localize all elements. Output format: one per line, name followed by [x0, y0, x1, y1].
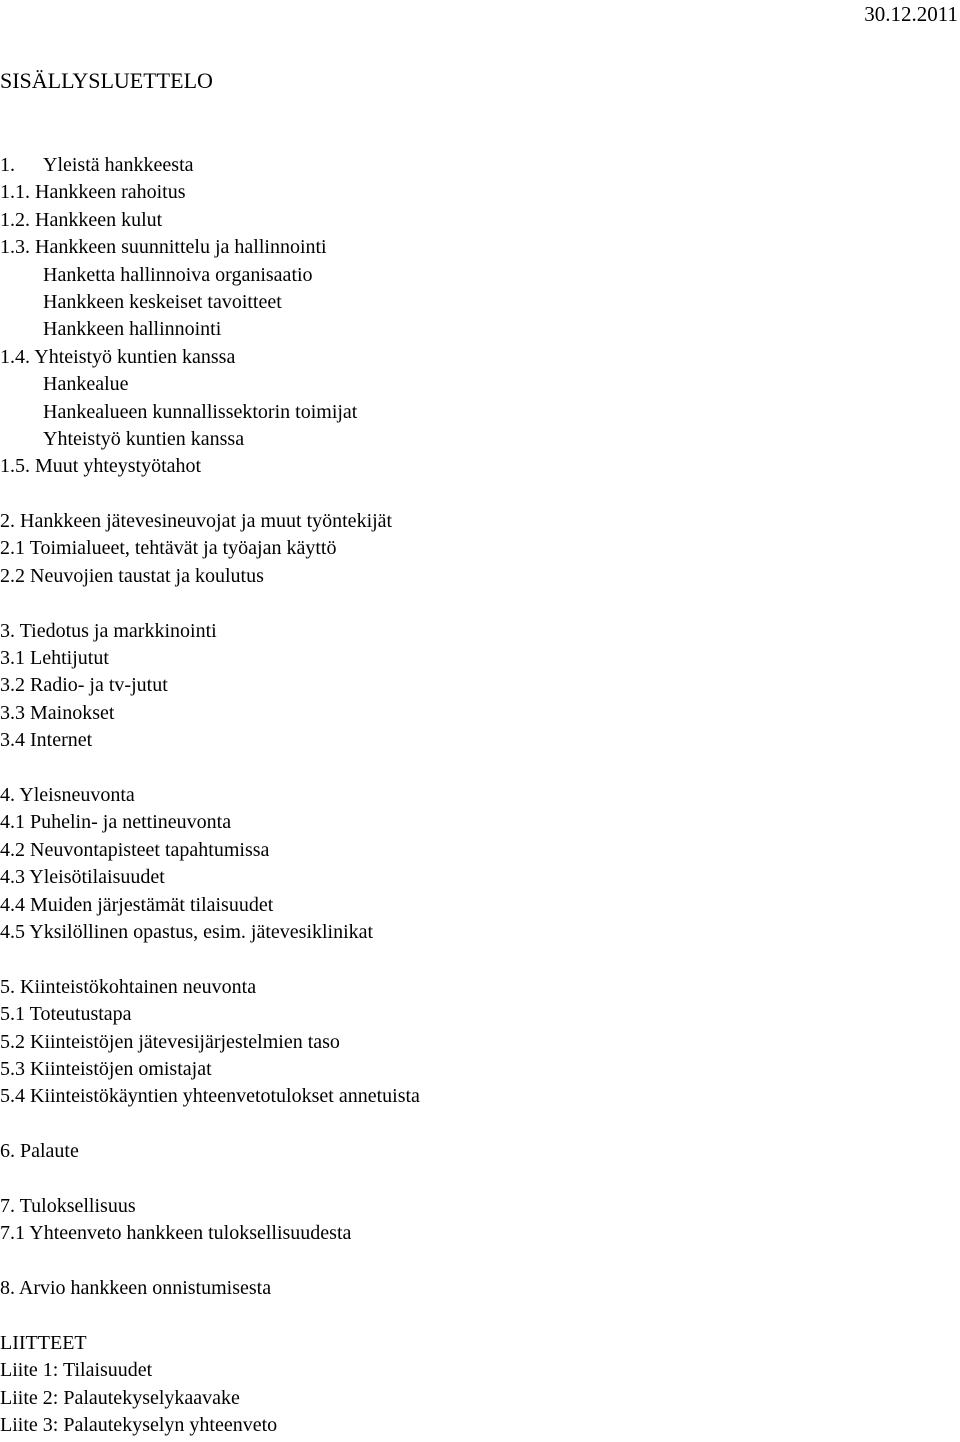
- toc-entry: 3.2 Radio- ja tv-jutut: [0, 674, 168, 697]
- toc-entry: 2.2 Neuvojien taustat ja koulutus: [0, 564, 264, 587]
- toc-entry: 2. Hankkeen jätevesineuvojat ja muut työntekijät: [0, 510, 393, 533]
- toc-subentry: Hankkeen hallinnointi: [43, 318, 222, 341]
- toc-subentry: Yhteistyö kuntien kanssa: [43, 427, 245, 450]
- toc-number: 1.: [0, 154, 15, 176]
- section-spacer: [0, 946, 940, 973]
- toc-subentry: Hankealueen kunnallissektorin toimijat: [43, 400, 358, 423]
- appendix-entry: Liite 1: Tilaisuudet: [0, 1359, 153, 1382]
- appendices-heading: LIITTEET: [0, 1331, 87, 1354]
- page-title: SISÄLLYSLUETTELO: [0, 68, 213, 93]
- toc-entry: 7.1 Yhteenveto hankkeen tuloksellisuudesta: [0, 1222, 352, 1245]
- toc-entry: 4.5 Yksilöllinen opastus, esim. jätevesiklinikat: [0, 920, 374, 943]
- toc-entry: 1.4. Yhteistyö kuntien kanssa: [0, 345, 236, 368]
- section-spacer: [0, 1248, 940, 1275]
- toc-entry: [0, 152, 940, 179]
- toc-entry: 4.3 Yleisötilaisuudet: [0, 866, 165, 889]
- toc-subentry: Hanketta hallinnoiva organisaatio: [43, 263, 313, 286]
- toc-entry: 3. Tiedotus ja markkinointi: [0, 619, 217, 642]
- appendix-entry: Liite 3: Palautekyselyn yhteenveto: [0, 1413, 278, 1436]
- toc-entry: 3.3 Mainokset: [0, 701, 115, 724]
- section-spacer: [0, 590, 940, 617]
- toc-entry: 4. Yleisneuvonta: [0, 783, 135, 806]
- toc-entry: 5.4 Kiinteistökäyntien yhteenvetotulokset annetuista: [0, 1085, 420, 1108]
- toc-entry: 6. Palaute: [0, 1140, 79, 1163]
- toc-entry: 1.2. Hankkeen kulut: [0, 208, 163, 231]
- toc-subentry: Hankkeen keskeiset tavoitteet: [43, 290, 282, 313]
- section-spacer: [0, 755, 940, 782]
- toc-subentry: Hankealue: [43, 373, 129, 396]
- toc-entry: 4.2 Neuvontapisteet tapahtumissa: [0, 838, 270, 861]
- toc-entry: 7. Tuloksellisuus: [0, 1194, 136, 1217]
- section-spacer: [0, 1165, 940, 1192]
- toc-entry: 2.1 Toimialueet, tehtävät ja työajan käyttö: [0, 537, 337, 560]
- toc-entry: 4.4 Muiden järjestämät tilaisuudet: [0, 893, 274, 916]
- toc-entry: 3.1 Lehtijutut: [0, 647, 109, 670]
- toc-entry: 5.3 Kiinteistöjen omistajat: [0, 1057, 212, 1080]
- section-spacer: [0, 1302, 940, 1329]
- toc-entry: 1.1. Hankkeen rahoitus: [0, 181, 186, 204]
- toc-entry: 1.3. Hankkeen suunnittelu ja hallinnointi: [0, 236, 327, 259]
- toc-label: Yleistä hankkeesta: [43, 154, 194, 176]
- toc-entry: 5.2 Kiinteistöjen jätevesijärjestelmien taso: [0, 1030, 340, 1053]
- date-header: 30.12.2011: [864, 2, 958, 26]
- toc-entry: 1.5. Muut yhteystyötahot: [0, 455, 202, 478]
- toc-entry: 8. Arvio hankkeen onnistumisesta: [0, 1277, 272, 1300]
- appendix-entry: Liite 2: Palautekyselykaavake: [0, 1386, 240, 1409]
- section-spacer: [0, 1111, 940, 1138]
- toc-entry: 5. Kiinteistökohtainen neuvonta: [0, 975, 257, 998]
- toc-entry: 5.1 Toteutustapa: [0, 1003, 132, 1026]
- toc-entry: 3.4 Internet: [0, 729, 93, 752]
- toc-entry: 4.1 Puhelin- ja nettineuvonta: [0, 811, 232, 834]
- table-of-contents: [0, 152, 940, 1439]
- section-spacer: [0, 481, 940, 508]
